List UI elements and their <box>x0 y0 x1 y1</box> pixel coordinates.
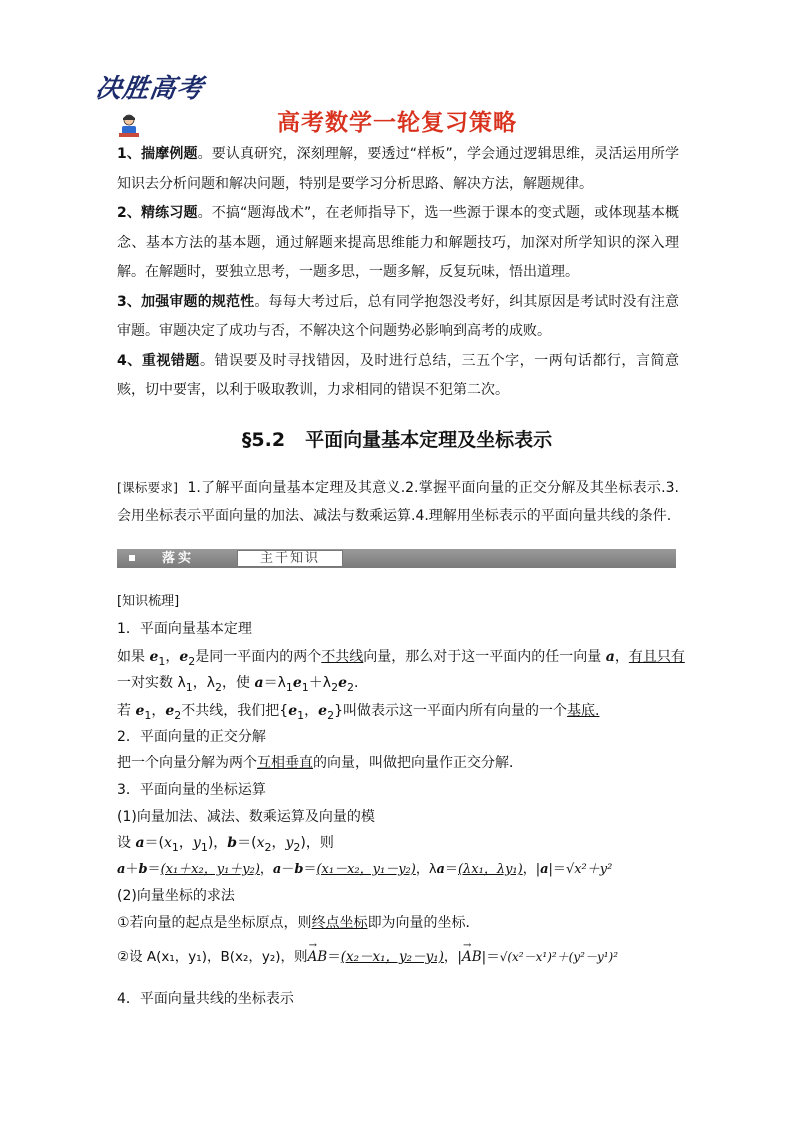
text: ＝( <box>144 835 164 851</box>
text: 不共线，我们把{ <box>181 703 289 719</box>
item-number: 4、 <box>117 352 142 369</box>
arrow-icon: → <box>462 940 472 951</box>
vector-e: e <box>165 703 175 719</box>
knowledge-heading: [知识梳理] <box>117 594 180 609</box>
bar-tab-main-knowledge: 主干知识 <box>237 550 343 567</box>
text: ， <box>259 862 273 877</box>
item-number: 3、 <box>117 293 142 310</box>
text: 若 <box>117 703 136 719</box>
item-number: 2、 <box>117 205 142 221</box>
item-body: 。错误要及时寻找错因，及时进行总结，三五个字，一两句话都行，言简意赅，切中要害，以利于吸取教训，力求相同的错误不犯第二次。 <box>117 352 680 398</box>
text: 一对实数 λ <box>117 675 186 691</box>
text: ， <box>165 649 180 665</box>
strategy-list <box>117 140 679 406</box>
subscript: 1 <box>200 840 208 854</box>
text: ②设 A(x₁，y₁)，B(x₂，y₂)，则 <box>117 949 308 965</box>
text: － <box>281 862 295 877</box>
text: 是同一平面内的两个 <box>195 649 322 665</box>
text: 如果 <box>117 649 150 665</box>
item-body: 。要认真研究，深刻理解，要透过“样板”，学会通过逻辑思维，灵活运用所学知识去分析问题和解决问题，特别是要学习分析思路、解决方法，解题规律。 <box>117 146 679 192</box>
subscript: 2 <box>327 708 335 722</box>
underlined-answer: (λx₁，λy₁) <box>457 862 523 877</box>
text: ，λ <box>415 862 437 877</box>
item-heading: 重视错题 <box>141 352 200 369</box>
vector-a: a <box>540 862 549 877</box>
subsection-3-2-title: (2)向量坐标的求法 <box>117 888 235 904</box>
item-heading: 加强审题的规范性 <box>141 293 255 310</box>
coordinate-operations <box>117 858 612 877</box>
section-number: §5.2 <box>241 429 286 451</box>
arrow-icon: → <box>308 940 317 951</box>
subsection-4-title: 4．平面向量共线的坐标表示 <box>117 991 294 1007</box>
underlined-answer: (x₂－x₁，y₂－y₁) <box>340 949 444 965</box>
text: ＝λ <box>263 675 286 691</box>
orthogonal-line <box>117 752 523 772</box>
var-y: y <box>192 835 201 851</box>
text: ， <box>614 649 629 665</box>
text: |＝ <box>548 862 566 877</box>
text: ， <box>271 835 286 851</box>
var-y: y <box>285 835 294 851</box>
underlined-answer: (x₁－x₂，y₁－y₂) <box>316 862 416 877</box>
subscript: 1 <box>171 840 179 854</box>
subsection-2-title: 2．平面向量的正交分解 <box>117 729 266 745</box>
text: |＝ <box>481 949 500 965</box>
subscript: 2 <box>215 680 223 694</box>
text: ＝ <box>444 862 458 877</box>
subscript: 2 <box>174 708 182 722</box>
text: AB <box>461 949 482 965</box>
underlined-answer: 基底. <box>566 703 600 719</box>
subscript: 1 <box>185 680 193 694</box>
item-body: 。不搞“题海战术”，在老师指导下，选一些源于课本的变式题，或体现基本概念、基本方法的基本题，通过解题来提高思维能力和解题技巧，加深对所学知识的深入理解。在解题时，要独立思考，一题多思，一题多解，反复玩味，悟出道理。 <box>117 205 679 280</box>
vector-e: e <box>338 675 348 691</box>
ab-coordinates <box>117 940 619 965</box>
bar-tab-implement: 落实 <box>162 551 195 566</box>
vector-e: e <box>318 703 328 719</box>
origin-rule <box>117 912 480 932</box>
text: ，使 <box>222 675 255 691</box>
text: )， <box>207 835 228 851</box>
subscript: 1 <box>285 680 293 694</box>
text: ，| <box>443 949 462 965</box>
text: }叫做表示这一平面内所有向量的一个 <box>334 703 567 719</box>
vector-e: e <box>149 649 159 665</box>
requirement-label: [课标要求] <box>117 480 179 495</box>
subscript: 2 <box>188 654 196 668</box>
vector-b: b <box>227 835 238 851</box>
vector-a: a <box>117 862 126 877</box>
text: ＝ <box>147 862 161 877</box>
section-bar <box>117 549 676 568</box>
subscript: 1 <box>144 708 152 722</box>
vector-a: a <box>135 835 145 851</box>
vector-ab <box>461 940 482 965</box>
subscript: 1 <box>297 708 305 722</box>
text: AB <box>307 949 328 965</box>
vector-b: b <box>294 862 304 877</box>
text: ①若向量的起点是坐标原点，则 <box>117 915 312 931</box>
strategy-item <box>117 140 679 199</box>
vector-a: a <box>605 649 615 665</box>
underlined-answer: 不共线 <box>321 649 364 665</box>
strategy-item <box>117 347 679 406</box>
text: ，λ <box>192 675 216 691</box>
item-body: 。每每大考过后，总有同学抱怨没考好，纠其原因是考试时没有注意审题。审题决定了成功与否，不解决这个问题势必影响到高考的成败。 <box>117 293 680 339</box>
text: 向量，那么对于这一平面内的任一向量 <box>363 649 606 665</box>
text: ＋λ <box>308 675 332 691</box>
text: ＝ <box>303 862 317 877</box>
section-heading: 平面向量基本定理及坐标表示 <box>305 429 553 451</box>
vector-e: e <box>179 649 189 665</box>
item-heading: 精练习题 <box>141 205 198 221</box>
banner-title: 高考数学一轮复习策略 <box>277 110 517 136</box>
square-bullet-icon <box>129 555 135 561</box>
text: ， <box>178 835 193 851</box>
vector-e: e <box>288 703 298 719</box>
text: ＝ <box>327 949 341 965</box>
vector-b: b <box>138 862 148 877</box>
vector-e: e <box>292 675 302 691</box>
text: ＝( <box>237 835 257 851</box>
subsection-3-1-title: (1)向量加法、减法、数乘运算及向量的模 <box>117 809 375 825</box>
var-x: x <box>256 835 265 851</box>
vector-a: a <box>254 675 264 691</box>
subsection-3-title: 3．平面向量的坐标运算 <box>117 782 266 798</box>
section-title <box>0 425 794 452</box>
vector-e: e <box>135 703 145 719</box>
text: 把一个向量分解为两个 <box>117 755 257 771</box>
vector-ab <box>307 940 328 965</box>
subscript: 1 <box>158 654 166 668</box>
text: ， <box>151 703 166 719</box>
text: . <box>354 675 359 691</box>
curriculum-requirement <box>117 474 679 530</box>
coordinates-definition <box>117 832 334 854</box>
text: 的向量，叫做把向量作正交分解． <box>313 755 523 771</box>
subscript: 2 <box>331 680 339 694</box>
underlined-answer: 终点坐标 <box>311 915 368 931</box>
item-number: 1、 <box>117 146 142 162</box>
underlined-answer: 有且只有 <box>628 649 685 665</box>
text: 设 <box>117 835 136 851</box>
strategy-item <box>117 199 679 288</box>
underlined-answer: 互相垂直 <box>257 755 313 771</box>
subscript: 2 <box>264 840 272 854</box>
underlined-answer: (x₁＋x₂，y₁＋y₂) <box>160 862 260 877</box>
subscript: 2 <box>347 680 355 694</box>
text: ， <box>304 703 319 719</box>
text: )，则 <box>300 835 334 851</box>
text: ＋ <box>125 862 139 877</box>
strategy-item <box>117 288 679 347</box>
subscript: 2 <box>293 840 301 854</box>
modulus-formula: √x²＋y² <box>565 862 613 877</box>
theorem-line-2 <box>117 672 358 694</box>
item-heading: 揣摩例题 <box>141 146 198 162</box>
text: ，| <box>522 862 541 877</box>
logo-text: 决胜高考 <box>93 74 206 104</box>
subsection-1-title: 1．平面向量基本定理 <box>117 621 252 637</box>
vector-a: a <box>436 862 445 877</box>
basis-line <box>117 700 599 722</box>
distance-formula: √(x²－x¹)²＋(y²－y¹)² <box>499 950 619 964</box>
vector-a: a <box>272 862 282 877</box>
theorem-line-1 <box>117 646 685 668</box>
text: 即为向量的坐标． <box>367 915 480 931</box>
requirement-text: 1.了解平面向量基本定理及其意义.2.掌握平面向量的正交分解及其坐标表示.3.会用坐标表示平面向量的加法、减法与数乘运算.4.理解用坐标表示的平面向量共线的条件. <box>117 480 679 524</box>
var-x: x <box>164 835 172 851</box>
subscript: 1 <box>301 680 309 694</box>
